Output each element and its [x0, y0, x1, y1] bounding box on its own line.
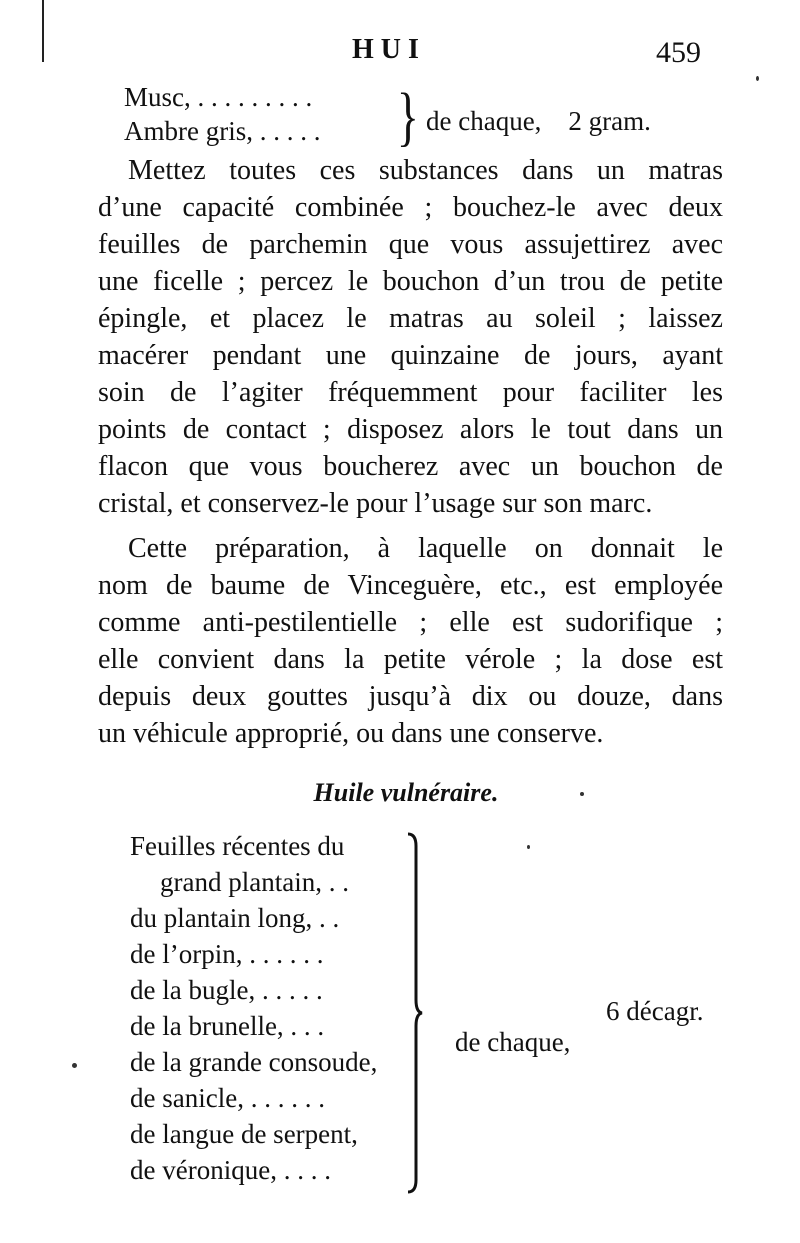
ingredient-line: du plantain long, . . — [130, 903, 340, 933]
page-number: 459 — [656, 36, 701, 69]
ingredient-line: de sanicle, . . . . . . — [130, 1083, 325, 1113]
text-line: feuilles de parchemin que vous assujettirez avec — [98, 229, 723, 260]
recipe-musc-ambre — [0, 82, 800, 154]
ingredient-line: Musc, . . . . . . . . . — [124, 82, 313, 112]
text-line: comme anti-pestilentielle ; elle est sudorifique ; — [98, 607, 723, 638]
quantity-label: de chaque, — [455, 1027, 571, 1057]
text-line: soin de l’agiter fréquemment pour faciliter les — [98, 377, 723, 408]
ingredient-line: de la brunelle, . . . — [130, 1011, 325, 1041]
ingredient-line: grand plantain, . . — [160, 867, 349, 897]
text-line: points de contact ; disposez alors le tout dans un — [98, 414, 723, 445]
text-line: une ficelle ; percez le bouchon d’un trou de petite — [98, 266, 723, 297]
text-line: nom de baume de Vinceguère, etc., est employée — [98, 570, 723, 601]
quantity-group — [428, 996, 704, 1120]
text-line: macérer pendant une quinzaine de jours, ayant — [98, 340, 723, 371]
text-line: un véhicule approprié, ou dans une conserve. — [98, 718, 604, 749]
ingredient-line: de la grande consoude, — [130, 1047, 378, 1077]
text-line: cristal, et conservez-le pour l’usage sur son marc. — [98, 488, 653, 519]
ink-speck — [756, 76, 759, 81]
quantity-amount: 6 décagr. — [606, 996, 704, 1026]
ingredient-line: de langue de serpent, — [130, 1119, 358, 1149]
ink-speck — [72, 1063, 77, 1068]
page-header — [0, 34, 800, 74]
text-line: d’une capacité combinée ; bouchez-le avec deux — [98, 192, 723, 223]
text-line: depuis deux gouttes jusqu’à dix ou douze, dans — [98, 681, 723, 712]
recipe-huile-vulneraire — [0, 828, 800, 1208]
brace — [404, 832, 424, 1194]
text-line: elle convient dans la petite vérole ; la dose est — [98, 644, 723, 675]
running-head: HUI — [352, 34, 426, 65]
text-line: Mettez toutes ces substances dans un matras — [128, 155, 723, 186]
quantity-label: de chaque, 2 gram. — [426, 106, 651, 136]
ingredient-line: Feuilles récentes du — [130, 831, 345, 861]
ingredient-line: de l’orpin, . . . . . . — [130, 939, 324, 969]
brace: } — [396, 80, 419, 153]
ingredient-line: de véronique, . . . . — [130, 1155, 331, 1185]
paragraph-instructions — [98, 152, 723, 522]
ink-speck — [580, 792, 584, 796]
text-line: épingle, et placez le matras au soleil ; laissez — [98, 303, 723, 334]
ingredient-line: de la bugle, . . . . . — [130, 975, 323, 1005]
section-title: Huile vulnéraire. — [313, 778, 499, 807]
text-line: Cette préparation, à laquelle on donnait le — [128, 533, 723, 564]
ingredient-line: Ambre gris, . . . . . — [124, 116, 321, 146]
text-line: flacon que vous boucherez avec un bouchon de — [98, 451, 723, 482]
paragraph-usage — [98, 530, 723, 752]
ink-speck — [527, 845, 530, 849]
